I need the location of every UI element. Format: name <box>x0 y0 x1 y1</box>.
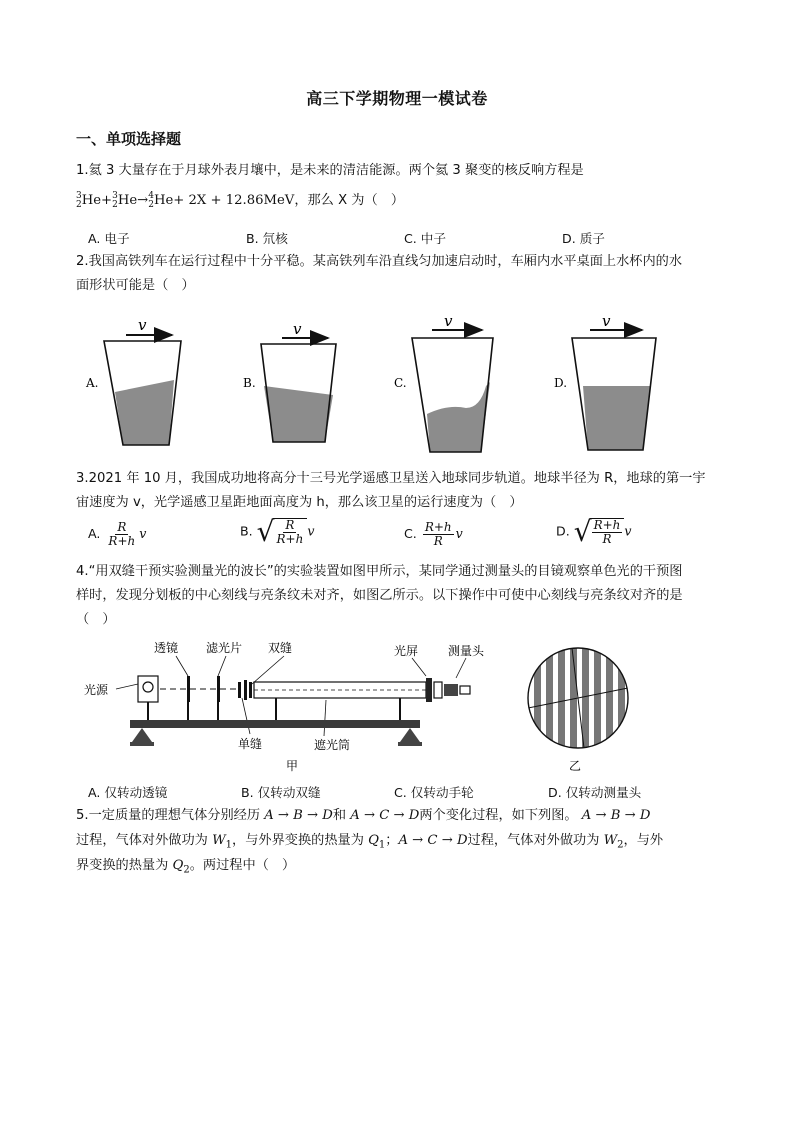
q3-option-c[interactable]: C. $\frac{R+h}{R}$ v <box>404 520 463 548</box>
svg-text:乙: 乙 <box>569 759 582 773</box>
svg-text:v: v <box>602 312 611 330</box>
fringe-view <box>526 646 630 750</box>
q2-stem-line-1: 2.我国高铁列车在运行过程中十分平稳。某高铁列车沿直线匀加速启动时，车厢内水平桌面上水杯内的水 <box>76 254 683 269</box>
light-source <box>138 676 158 702</box>
svg-text:A.: A. <box>86 376 99 390</box>
q4-option-c[interactable]: C. 仅转动手轮 <box>394 785 474 800</box>
q4-option-d[interactable]: D. 仅转动测量头 <box>548 785 642 800</box>
svg-text:B.: B. <box>243 376 256 390</box>
svg-text:双缝: 双缝 <box>268 641 293 655</box>
q3-option-a[interactable]: A. $\frac{R}{R+h}$ v <box>88 520 147 548</box>
q2-cups-figure <box>76 308 716 458</box>
cup-d[interactable] <box>554 312 656 450</box>
svg-text:光源: 光源 <box>84 683 109 697</box>
q4-option-a[interactable]: A. 仅转动透镜 <box>88 785 168 800</box>
measuring-head <box>444 684 458 696</box>
q2-stem-line-2: 面形状可能是（ ） <box>76 278 195 293</box>
svg-text:透镜: 透镜 <box>154 641 179 655</box>
q1-equation: 3 2 He+ 3 2 He→ 4 2 He+ 2X + 12.86MeV <box>76 190 295 210</box>
lens <box>187 676 190 702</box>
svg-text:单缝: 单缝 <box>238 737 263 751</box>
q5-stem-line-3: 界变换的热量为 $Q_2$。两过程中（ ） <box>76 858 296 876</box>
svg-text:光屏: 光屏 <box>394 644 419 658</box>
svg-text:甲: 甲 <box>286 759 299 773</box>
page-title: 高三下学期物理一模试卷 <box>306 89 488 108</box>
q5-stem-line-1: 5.一定质量的理想气体分别经历 A → B → D和 A → C → D两个变化过程，如下列图。 A → B → D <box>76 808 651 823</box>
q1-equation-line: 3 2 He+ 3 2 He→ 4 2 He+ 2X + 12.86MeV，那么 X 为（ ） <box>76 190 405 210</box>
q1-stem: 1.氦 3 大量存在于月球外表月壤中，是未来的清洁能源。两个氦 3 聚变的核反响方程是 <box>76 163 584 178</box>
cup-a[interactable] <box>85 316 181 445</box>
q1-option-d[interactable]: D. 质子 <box>562 231 605 246</box>
svg-text:v: v <box>293 320 302 338</box>
q3-option-d[interactable]: D. √ $\frac{R+h}{R}$ v <box>556 515 632 548</box>
svg-text:v: v <box>138 316 147 334</box>
q5-stem-line-2: 过程，气体对外做功为 $W_1$，与外界变换的热量为 $Q_1$；A → C → D过程，气体对外做功为 $W_2$，与外 <box>76 833 664 851</box>
screen <box>426 678 432 702</box>
filter <box>217 676 220 702</box>
q1-option-b[interactable]: B. 氘核 <box>246 231 288 246</box>
cup-c[interactable] <box>394 312 493 452</box>
section-heading: 一、单项选择题 <box>76 130 182 148</box>
svg-text:C.: C. <box>394 376 407 390</box>
q4-stem-line-2: 样时，发现分划板的中心刻线与亮条纹未对齐，如图乙所示。以下操作中可使中心刻线与亮条纹对齐的是 <box>76 588 683 603</box>
svg-text:D.: D. <box>554 376 568 390</box>
q4-stem-line-1: 4.“用双缝干预实验测量光的波长”的实验装置如图甲所示，某同学通过测量头的目镜观察单色光的干预图 <box>76 564 683 579</box>
q3-stem-line-1: 3.2021 年 10 月，我国成功地将高分十三号光学遥感卫星送入地球同步轨道。地球半径为 R，地球的第一宇 <box>76 471 706 486</box>
q4-option-b[interactable]: B. 仅转动双缝 <box>241 785 321 800</box>
optical-bench <box>130 720 420 728</box>
q4-stem-line-3: （ ） <box>76 612 116 627</box>
svg-text:滤光片: 滤光片 <box>206 641 243 655</box>
q3-option-b[interactable]: B. √ $\frac{R}{R+h}$ v <box>240 515 315 548</box>
svg-text:v: v <box>444 312 453 330</box>
q4-apparatus-figure <box>76 636 636 776</box>
q1-option-c[interactable]: C. 中子 <box>404 231 446 246</box>
cup-b[interactable] <box>243 320 336 442</box>
q3-stem-line-2: 宙速度为 v，光学遥感卫星距地面高度为 h，那么该卫星的运行速度为（ ） <box>76 495 523 510</box>
q1-option-a[interactable]: A. 电子 <box>88 231 130 246</box>
svg-text:遮光筒: 遮光筒 <box>314 738 351 752</box>
svg-text:测量头: 测量头 <box>448 644 485 658</box>
